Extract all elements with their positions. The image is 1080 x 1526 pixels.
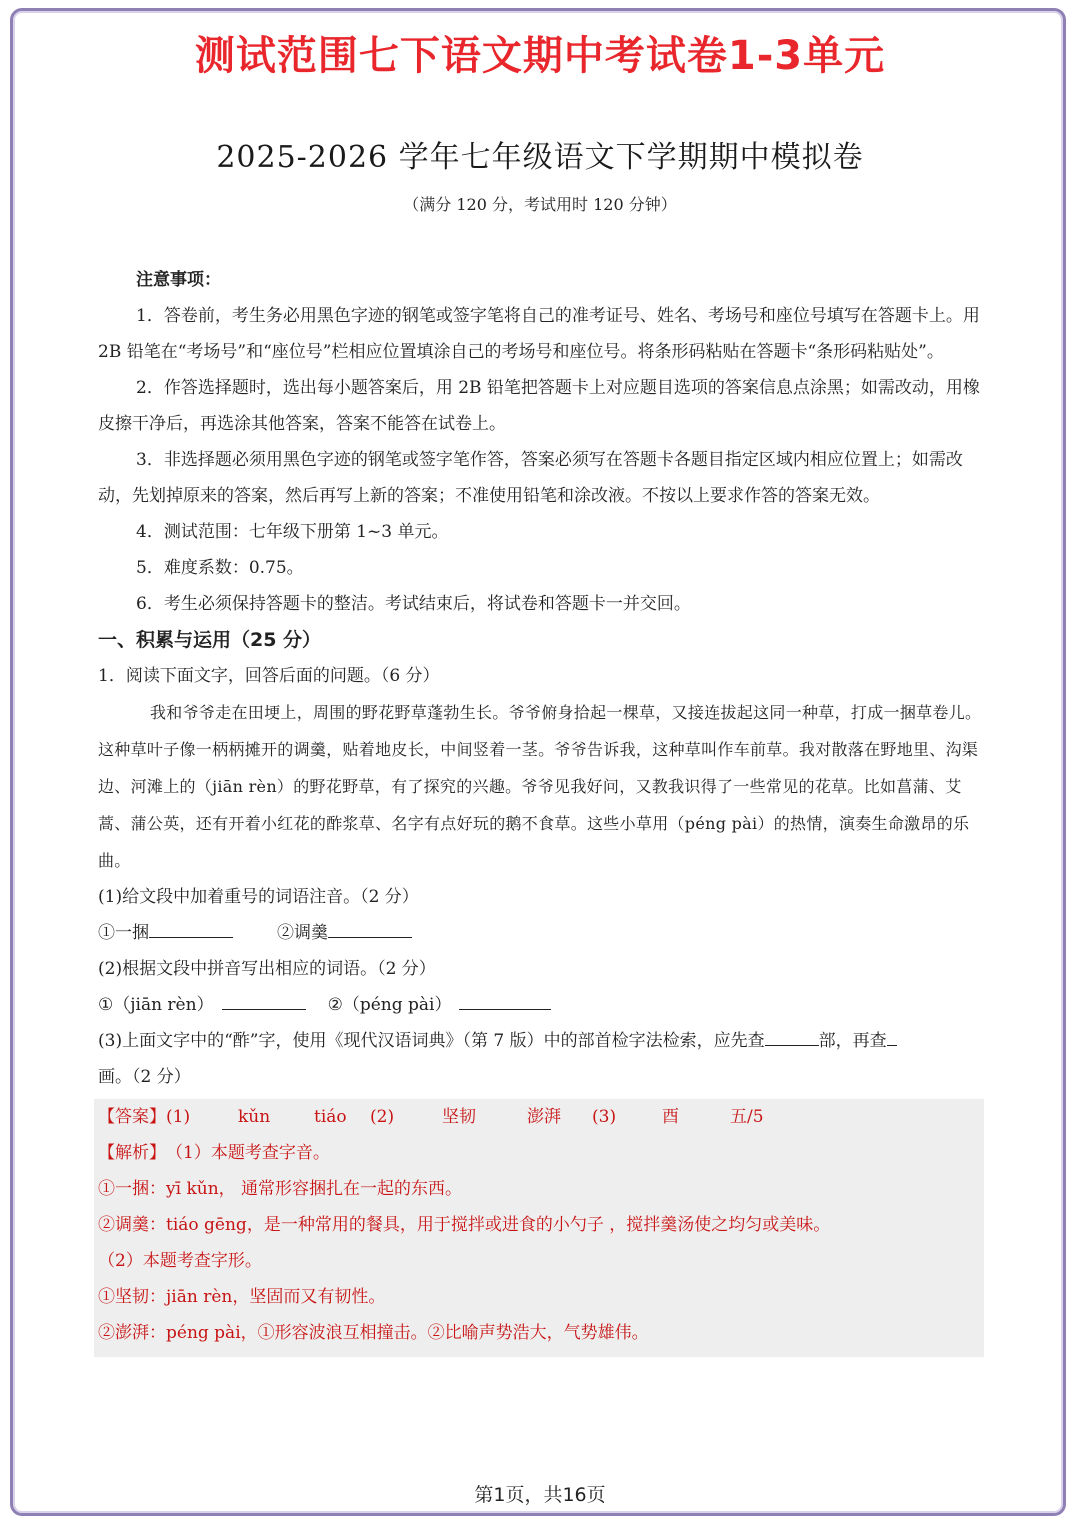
notice-item: 5．难度系数：0.75。: [136, 558, 304, 578]
answer-blank[interactable]: [328, 917, 412, 938]
blank-label: ①一捆: [98, 923, 149, 943]
page-footer: 第1页，共16页: [474, 1484, 606, 1506]
question-stem: 1．阅读下面文字，回答后面的问题。（6 分）: [98, 666, 440, 686]
answer-blank[interactable]: [765, 1025, 819, 1046]
reading-passage: 我和爷爷走在田埂上，周围的野花野草蓬勃生长。爷爷俯身拾起一棵草，又接连拔起这同一种草，打成一捆草卷儿。这种草叶子像一柄柄摊开的调羹，贴着地皮长，中间竖着一茎。爷爷告诉我，这种草叫作车前草。我对散落在野地里、沟渠边、河滩上的（jiān rèn）的野花野草，有了探究的兴趣。爷爷见我好问，又教我识得了一些常见的花草。比如菖蒲、艾蒿、蒲公英，还有开着小红花的酢浆草、名字有点好玩的鹅不食草。这些小草用（péng pài）的热情，演奏生命激昂的乐曲。: [98, 703, 982, 870]
sub-question-3: [98, 1023, 984, 1095]
answer-label: 【答案】: [98, 1107, 166, 1127]
answer-section: [94, 1099, 984, 1357]
analysis-text: ②澎湃：péng pài，①形容波浪互相撞击。②比喻声势浩大，气势雄伟。: [98, 1323, 649, 1343]
notice-item: 3．非选择题必须用黑色字迹的钢笔或签字笔作答，答案必须写在答题卡各题目指定区域内相应位置上；如需改动，先划掉原来的答案，然后再写上新的答案；不准使用铅笔和涂改液。不按以上要求作答的答案无效。: [98, 450, 963, 506]
answer-blank[interactable]: [222, 989, 306, 1010]
sub-question-1-blanks: [98, 915, 984, 951]
notice-item: 1．答卷前，考生务必用黑色字迹的钢笔或签字笔将自己的准考证号、姓名、考场号和座位号填写在答题卡上。用 2B 铅笔在“考场号”和“座位号”栏相应位置填涂自己的考场号和座位号。将条形码粘贴在答题卡“条形码粘贴处”。: [98, 306, 980, 362]
analysis-label: 【解析】: [98, 1143, 166, 1163]
notice-item: 2．作答选择题时，选出每小题答案后，用 2B 铅笔把答题卡上对应题目选项的答案信息点涂黑；如需改动，用橡皮擦干净后，再选涂其他答案，答案不能答在试卷上。: [98, 378, 980, 434]
answer-item: 酉: [662, 1107, 679, 1127]
answer-blank[interactable]: [149, 917, 233, 938]
answer-item: kǔn: [238, 1107, 271, 1127]
exam-title: 2025-2026 学年七年级语文下学期期中模拟卷: [216, 140, 864, 175]
answer-blank[interactable]: [459, 989, 551, 1010]
blank-label: ①（jiān rèn）: [98, 995, 214, 1015]
sub-question-1: (1)给文段中加着重号的词语注音。（2 分）: [98, 887, 419, 907]
section-heading: 一、积累与运用（25 分）: [98, 629, 322, 651]
answer-item: (3): [592, 1107, 617, 1127]
analysis-text: ①坚韧：jiān rèn，坚固而又有韧性。: [98, 1287, 386, 1307]
document-body: [98, 262, 984, 1357]
answer-item: 澎湃: [527, 1107, 561, 1127]
sub-question-2-blanks: [98, 987, 984, 1023]
sub-question-3-text: (3)上面文字中的“酢”字，使用《现代汉语词典》（第 7 版）中的部首检字法检索，应先查: [98, 1031, 765, 1051]
answer-item: tiáo: [314, 1107, 347, 1127]
answer-blank[interactable]: [887, 1025, 897, 1046]
sub-question-3-text: 画。（2 分）: [98, 1067, 191, 1087]
analysis-text: ②调羹：tiáo gēng，是一种常用的餐具，用于搅拌或进食的小勺子 ，搅拌羹汤使之均匀或美味。: [98, 1215, 831, 1235]
notice-item: 4．测试范围：七年级下册第 1~3 单元。: [136, 522, 449, 542]
exam-subtitle: （满分 120 分，考试用时 120 分钟）: [403, 195, 677, 214]
analysis-line: [98, 1135, 984, 1171]
notice-heading: 注意事项：: [136, 270, 221, 290]
answer-line: [98, 1099, 984, 1135]
blank-label: ②调羹: [277, 923, 328, 943]
answer-item: 坚韧: [442, 1107, 476, 1127]
sub-question-2: (2)根据文段中拼音写出相应的词语。（2 分）: [98, 959, 436, 979]
notice-item: 6．考生必须保持答题卡的整洁。考试结束后，将试卷和答题卡一并交回。: [136, 594, 691, 614]
analysis-text: （1）本题考查字音。: [166, 1143, 330, 1163]
answer-item: 五/5: [730, 1107, 764, 1127]
analysis-text: ①一捆：yī kǔn， 通常形容捆扎在一起的东西。: [98, 1179, 463, 1199]
sub-question-3-text: 部，再查: [818, 1031, 887, 1051]
analysis-text: （2）本题考查字形。: [98, 1251, 262, 1271]
blank-label: ②（péng pài）: [327, 995, 452, 1015]
answer-item: (1): [166, 1107, 191, 1127]
answer-item: (2): [370, 1107, 395, 1127]
banner-title: 测试范围七下语文期中考试卷1-3单元: [194, 33, 886, 79]
